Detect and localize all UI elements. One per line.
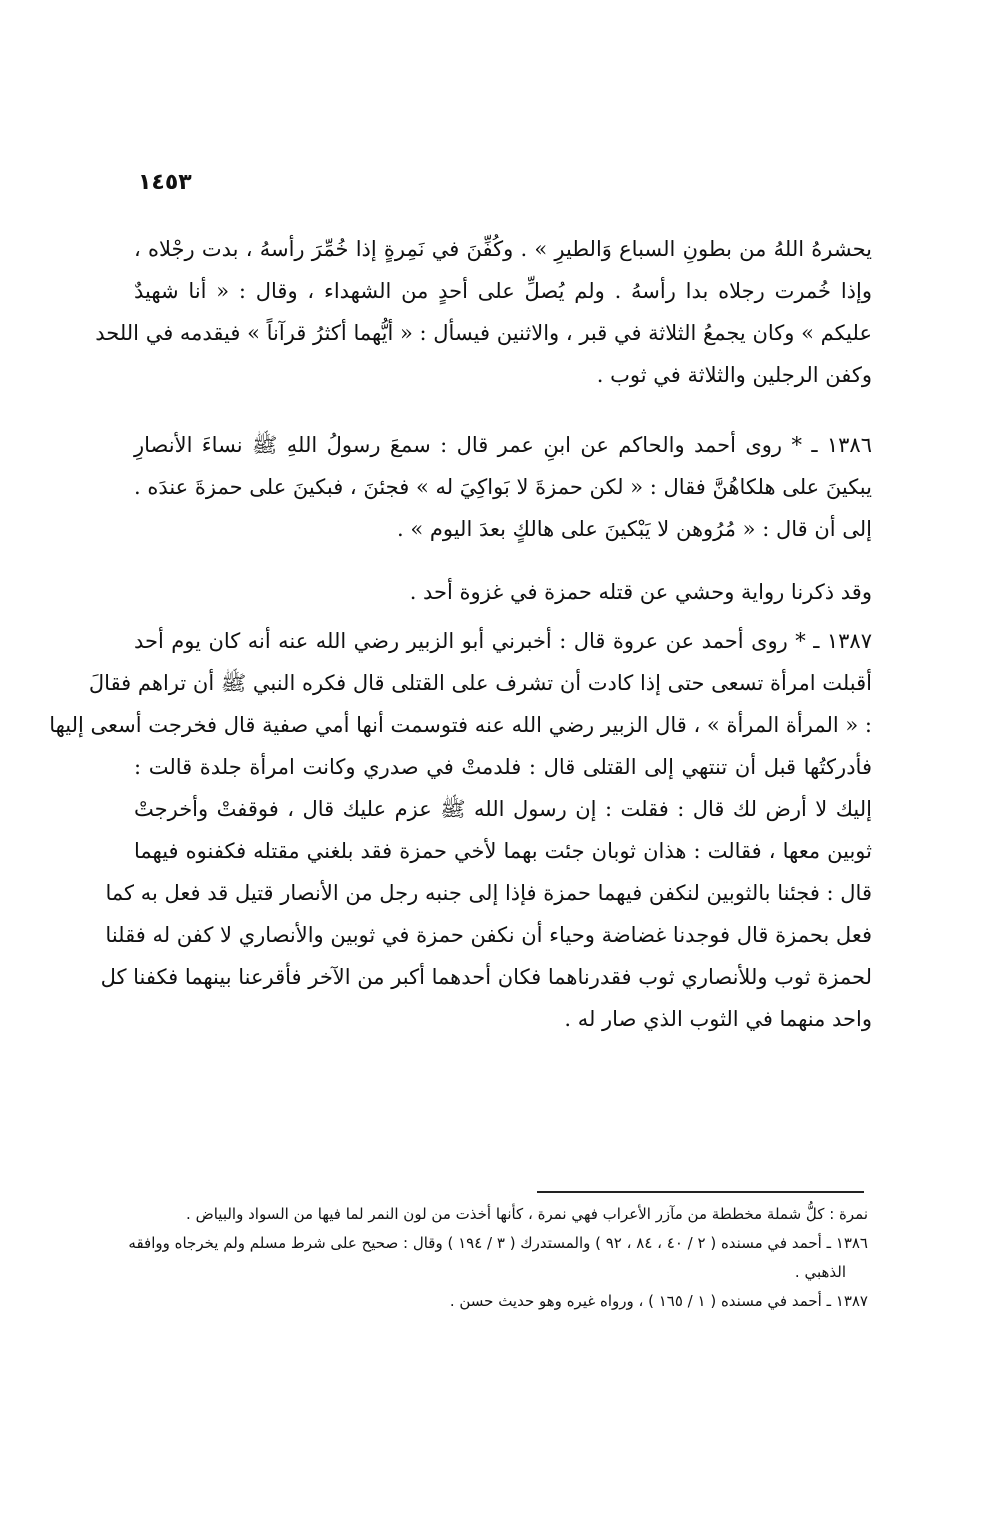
- paragraph-hadith-1387: [49, 620, 872, 1040]
- text-line: لحمزة ثوب وللأنصاري ثوب فقدرناهما فكان أحدهما أكبر من الآخر فأقرعنا بينهما فكفنا كل: [100, 965, 872, 989]
- footnote-divider: [537, 1191, 864, 1193]
- text-line: وإذا خُمرت رجلاه بدا رأسهُ . ولم يُصلِّ على أحدٍ من الشهداء ، وقال : « أنا شهيدٌ: [134, 279, 872, 303]
- text-line: ثوبين معها ، فقالت : هذان ثوبان جئت بهما لأخي حمزة فقد بلغني مقتله فكفنوه فيهما: [134, 839, 872, 863]
- text-line: وكفن الرجلين والثلاثة في ثوب .: [596, 363, 872, 387]
- paragraph-hamza-burial: [95, 228, 872, 396]
- text-line: عليكم » وكان يجمعُ الثلاثة في قبر ، والاثنين فيسأل : « أيُّهما أكثرُ قرآناً » فيقدمه في اللحد: [95, 321, 872, 345]
- paragraph-hadith-1386: [134, 424, 872, 550]
- text-line: فأدركتُها قبل أن تنتهي إلى القتلى قال : فلدمتْ في صدري وكانت امرأة جلدة قالت :: [134, 755, 872, 779]
- text-line: يبكينَ على هلكاهُنَّ فقال : « لكن حمزةَ لا بَواكِيَ له » فجئنَ ، فبكينَ على حمزةَ عندَه .: [133, 475, 872, 499]
- text-line: : « المرأة المرأة » ، قال الزبير رضي الله عنه فتوسمت أنها أمي صفية قال فخرجت أسعى إليها: [49, 713, 872, 737]
- text-line: قال : فجئنا بالثوبين لنكفن فيهما حمزة فإذا إلى جنبه رجل من الأنصار قتيل قد فعل به كما: [105, 881, 872, 905]
- footnote-1386-continued: الذهبي .: [794, 1263, 846, 1281]
- text-line: واحد منهما في الثوب الذي صار له .: [564, 1007, 872, 1031]
- page-number: ١٤٥٣: [138, 170, 192, 195]
- text-line: إليك لا أرض لك قال : فقلت : إن رسول الله ﷺ عزم عليك قال ، فوقفتْ وأخرجتْ: [134, 797, 872, 821]
- text-line: ١٣٨٧ ـ * روى أحمد عن عروة قال : أخبرني أبو الزبير رضي الله عنه أنه كان يوم أحد: [134, 629, 872, 653]
- footnote-namira: نمرة : كلُّ شملة مخططة من مآزر الأعراب فهي نمرة ، كأنها أخذت من لون النمر لما فيها من السواد والبياض .: [186, 1205, 868, 1223]
- text-line: إلى أن قال : « مُرُوهن لا يَبْكينَ على هالكٍ بعدَ اليوم » .: [396, 517, 872, 541]
- footnote-1386: ١٣٨٦ ـ أحمد في مسنده ( ٢ / ٤٠ ، ٨٤ ، ٩٢ ) والمستدرك ( ٣ / ١٩٤ ) وقال : صحيح على شرط مسلم ولم يخرجاه ووافقه: [128, 1234, 868, 1252]
- text-line: وقد ذكرنا رواية وحشي عن قتله حمزة في غزوة أحد .: [409, 580, 872, 604]
- footnotes: [128, 1200, 868, 1316]
- footnote-1387: ١٣٨٧ ـ أحمد في مسنده ( ١ / ١٦٥ ) ، ورواه غيره وهو حديث حسن .: [449, 1292, 868, 1310]
- text-line: أقبلت امرأة تسعى حتى إذا كادت أن تشرف على القتلى قال فكره النبي ﷺ أن تراهم فقالَ: [88, 671, 872, 695]
- text-line: ١٣٨٦ ـ * روى أحمد والحاكم عن ابنِ عمر قال : سمعَ رسولُ اللهِ ﷺ نساءَ الأنصارِ: [134, 433, 872, 457]
- paragraph-wahshi-note: [134, 571, 872, 613]
- text-line: فعل بحمزة قال فوجدنا غضاضة وحياء أن نكفن حمزة في ثوبين والأنصاري لا كفن له فقلنا: [105, 923, 872, 947]
- text-line: يحشرهُ اللهُ من بطونِ السباع وَالطيرِ » . وكُفِّنَ في نَمِرةٍ إذا خُمِّرَ رأسهُ ، بدت رجْلاه ،: [134, 237, 872, 261]
